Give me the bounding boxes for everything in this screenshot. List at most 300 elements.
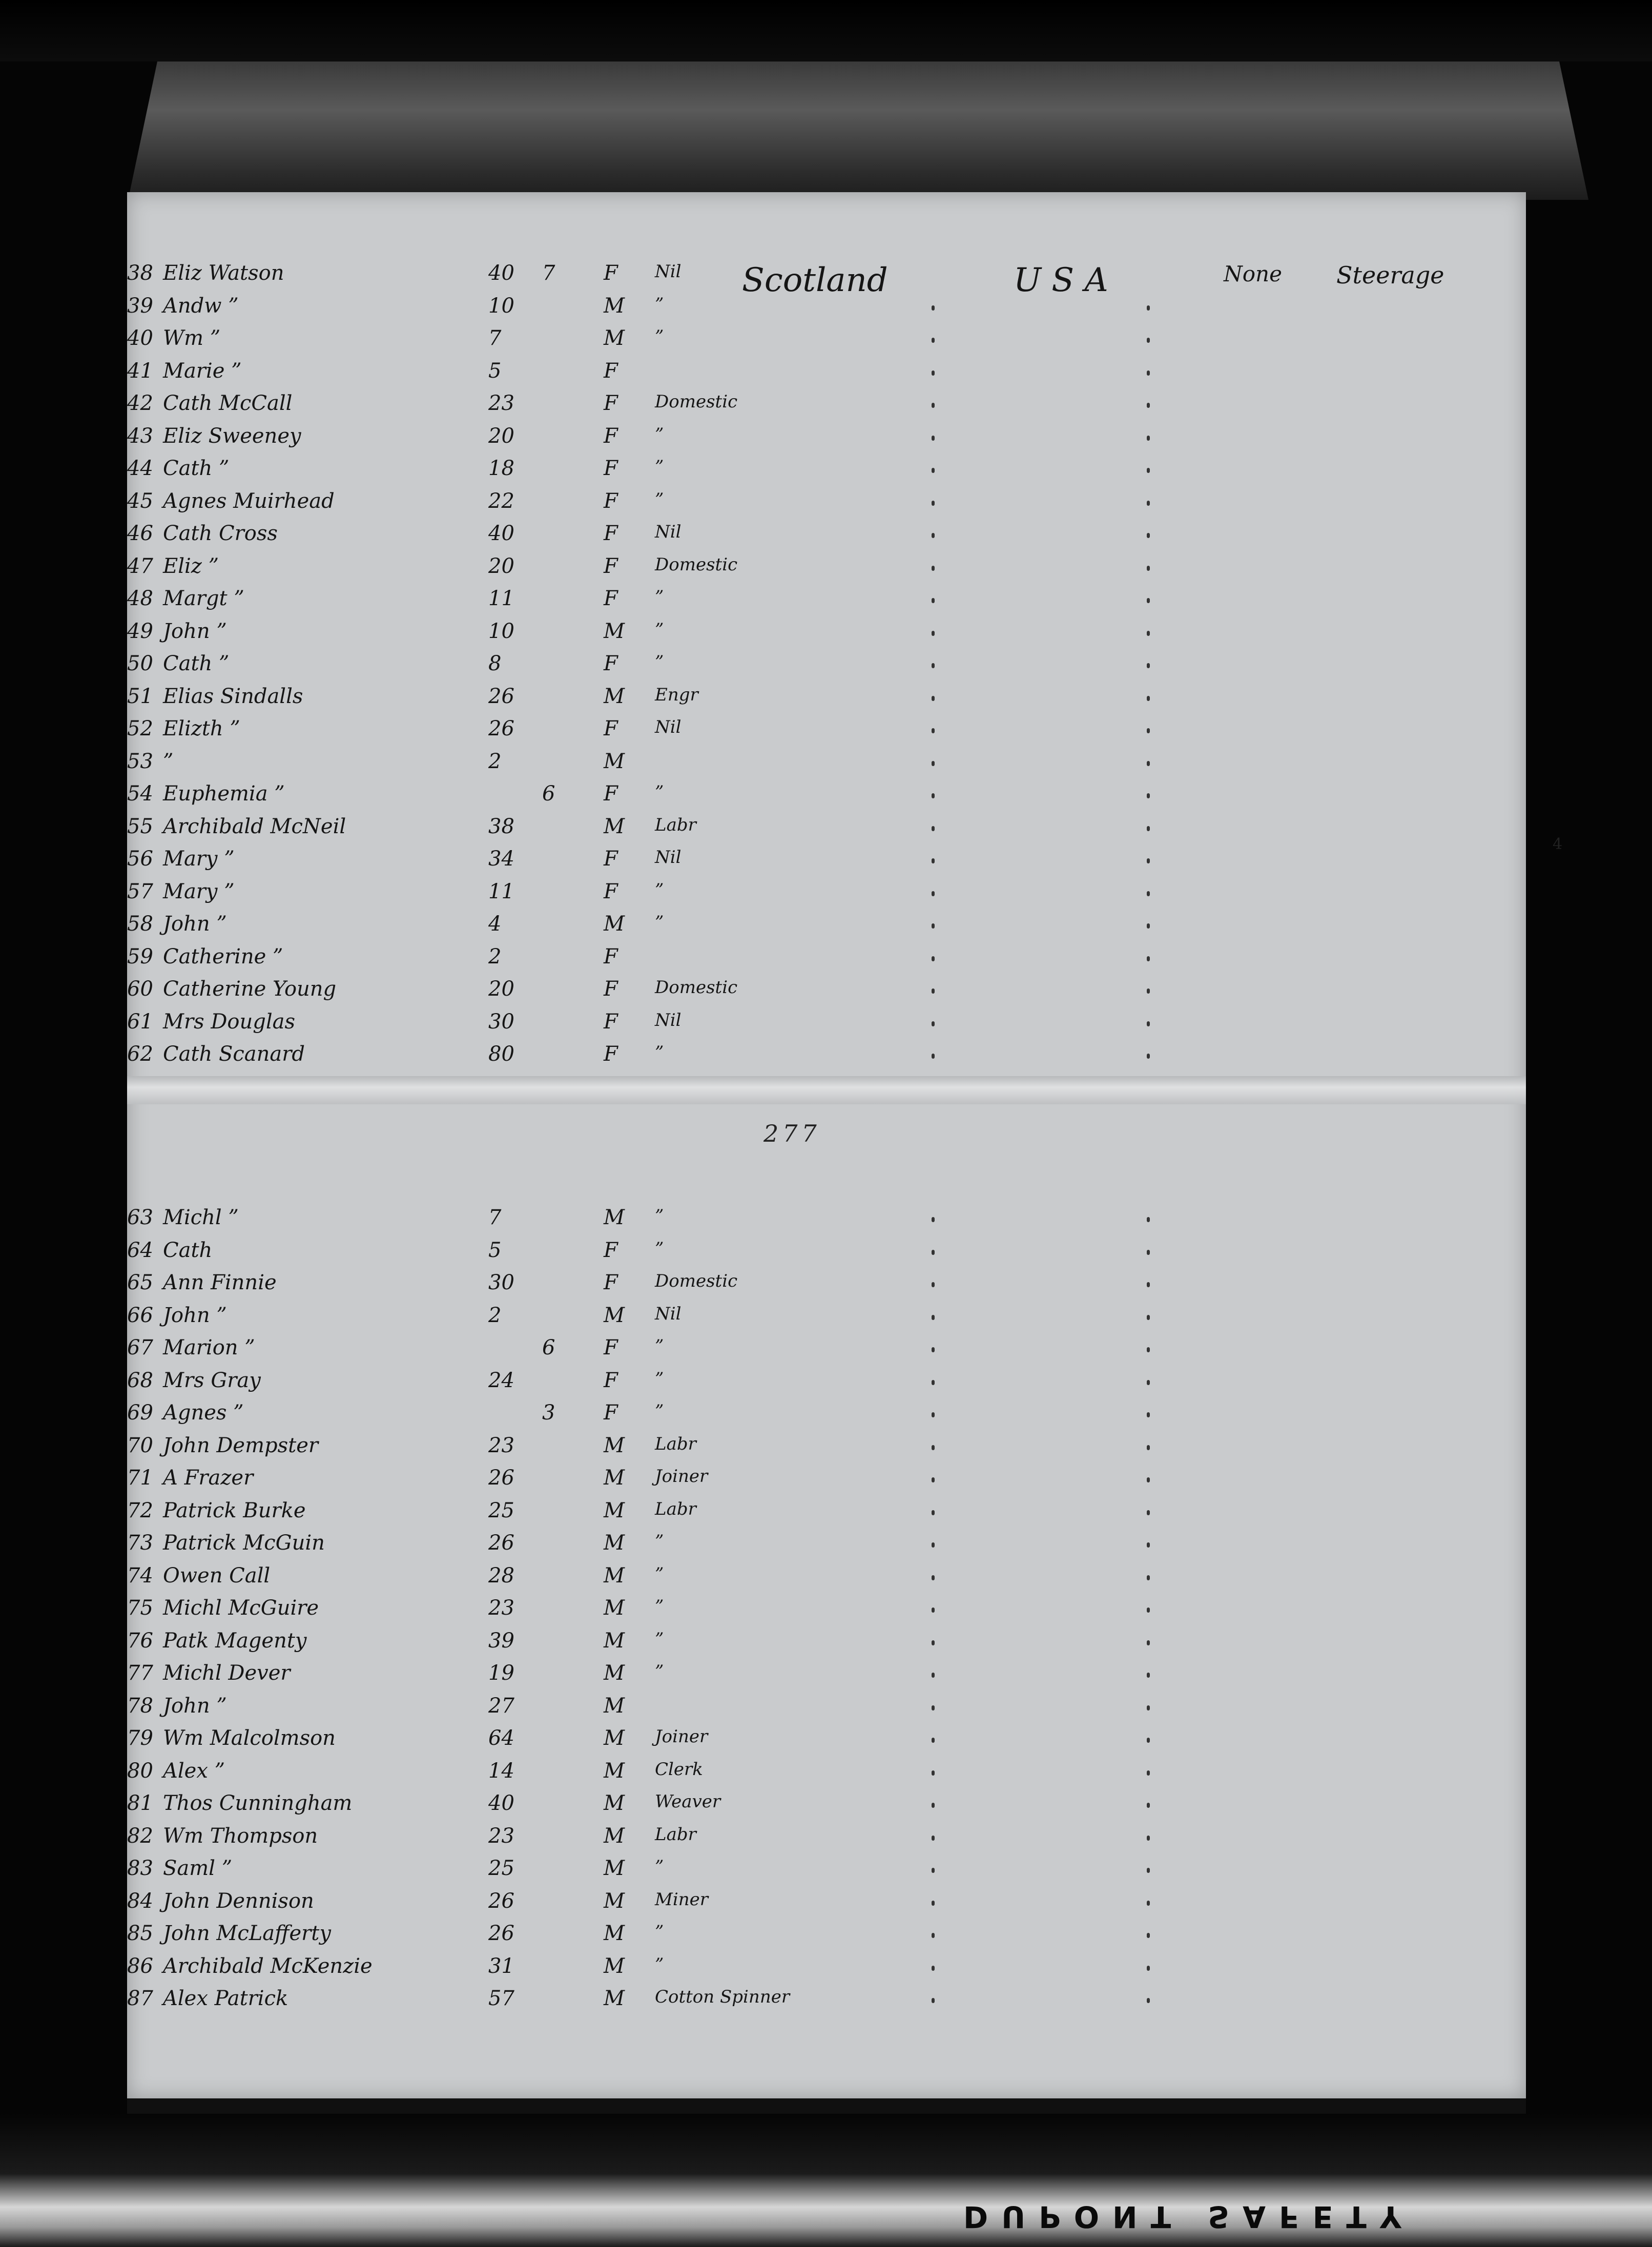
passenger-occupation: ” (655, 1401, 664, 1421)
ditto-mark (932, 1803, 935, 1808)
passenger-age: 40 (488, 261, 514, 285)
manifest-row (127, 587, 1526, 617)
passenger-number: 56 (127, 847, 153, 871)
manifest-sheet (127, 192, 1526, 2098)
ditto-mark (1147, 1640, 1150, 1645)
passenger-age: 34 (488, 847, 514, 871)
passenger-age: 26 (488, 1531, 514, 1555)
passenger-occupation: Weaver (655, 1791, 721, 1812)
passenger-sex: M (604, 1824, 625, 1848)
passenger-name: Elias Sindalls (163, 684, 303, 708)
passenger-age: 80 (488, 1042, 514, 1066)
passenger-number: 74 (127, 1563, 153, 1588)
ditto-mark (1147, 1054, 1150, 1059)
film-border-top (0, 0, 1652, 61)
manifest-row (127, 620, 1526, 650)
passenger-number: 72 (127, 1498, 153, 1522)
passenger-age: 22 (488, 489, 514, 513)
ditto-mark (1147, 1412, 1150, 1417)
manifest-row (127, 522, 1526, 552)
passenger-number: 75 (127, 1596, 153, 1620)
passenger-sex: F (604, 554, 618, 578)
ditto-mark (1147, 1933, 1150, 1938)
passenger-occupation: ” (655, 1336, 664, 1356)
manifest-row (127, 1206, 1526, 1236)
ditto-mark (1147, 1380, 1150, 1385)
ditto-mark (1147, 891, 1150, 896)
passenger-sex: F (604, 879, 618, 903)
passenger-number: 59 (127, 944, 153, 968)
manifest-row (127, 945, 1526, 976)
manifest-row (127, 1271, 1526, 1302)
ditto-mark (932, 1738, 935, 1743)
passenger-infant-age: 6 (542, 782, 555, 806)
passenger-occupation: ” (655, 424, 664, 445)
ditto-mark (1147, 1803, 1150, 1808)
passenger-name: Patk Magenty (163, 1628, 307, 1653)
passenger-occupation: ” (655, 1922, 664, 1942)
manifest-row (127, 1434, 1526, 1465)
passenger-number: 39 (127, 294, 153, 318)
manifest-row (127, 261, 1526, 299)
ditto-mark (932, 1868, 935, 1873)
manifest-row (127, 652, 1526, 683)
passenger-sex: M (604, 1889, 625, 1913)
ditto-mark (1147, 305, 1150, 311)
passenger-name: Mary ” (163, 847, 235, 871)
passenger-number: 68 (127, 1368, 153, 1392)
ditto-mark (1147, 631, 1150, 636)
ditto-mark (932, 793, 935, 798)
ditto-mark (932, 1021, 935, 1026)
passenger-sex: M (604, 1726, 625, 1750)
ditto-mark (1147, 761, 1150, 766)
ditto-mark (932, 403, 935, 408)
passenger-number: 62 (127, 1042, 153, 1066)
passenger-number: 38 (127, 261, 153, 285)
passenger-age: 23 (488, 1433, 514, 1457)
manifest-row (127, 1564, 1526, 1595)
passenger-name: Cath ” (163, 652, 230, 675)
passenger-age: 10 (488, 294, 514, 318)
margin-mark: 4 (1553, 835, 1563, 853)
passenger-number: 43 (127, 424, 153, 448)
passenger-occupation: ” (655, 1368, 664, 1389)
berths-entry: None (1224, 261, 1282, 286)
passenger-sex: M (604, 1661, 625, 1685)
passenger-occupation: ” (655, 1596, 664, 1617)
ditto-mark (932, 956, 935, 961)
sheet-fold-line (127, 1076, 1526, 1104)
passenger-age: 11 (488, 879, 514, 903)
ditto-mark (1147, 1836, 1150, 1841)
passenger-number: 69 (127, 1401, 153, 1425)
passenger-age: 5 (488, 359, 502, 383)
passenger-number: 81 (127, 1791, 153, 1815)
passenger-name: Michl ” (163, 1206, 239, 1229)
ditto-mark (932, 1412, 935, 1417)
passenger-age: 11 (488, 587, 514, 610)
ditto-mark (932, 1575, 935, 1580)
ditto-mark (1147, 663, 1150, 668)
passenger-occupation: ” (655, 619, 664, 640)
ditto-mark (1147, 1868, 1150, 1873)
manifest-row (127, 1694, 1526, 1725)
manifest-row (127, 1661, 1526, 1692)
ditto-mark (932, 1054, 935, 1059)
passenger-sex: M (604, 619, 625, 643)
passenger-sex: M (604, 294, 625, 318)
sheet-bottom-edge (127, 2098, 1526, 2114)
manifest-row (127, 1596, 1526, 1627)
passenger-number: 87 (127, 1987, 153, 2010)
manifest-row (127, 1401, 1526, 1432)
passenger-occupation: ” (655, 489, 664, 510)
ditto-mark (1147, 1315, 1150, 1320)
manifest-row (127, 977, 1526, 1008)
ditto-mark (932, 436, 935, 441)
passenger-name: Alex Patrick (163, 1987, 288, 2010)
passenger-name: John Dempster (163, 1433, 319, 1457)
passenger-age: 20 (488, 424, 514, 448)
page-stamp: 277 (763, 1120, 821, 1147)
passenger-age: 30 (488, 1009, 514, 1034)
passenger-occupation: Labr (655, 1824, 696, 1845)
passenger-age: 23 (488, 1824, 514, 1848)
passenger-name: Wm Malcolmson (163, 1726, 336, 1750)
ditto-mark (932, 1640, 935, 1645)
passenger-number: 63 (127, 1206, 153, 1229)
passenger-age: 18 (488, 457, 514, 480)
ditto-mark (1147, 793, 1150, 798)
paper-top-flap (128, 61, 1588, 200)
passenger-sex: M (604, 1596, 625, 1620)
manifest-row (127, 1239, 1526, 1269)
passenger-number: 41 (127, 359, 153, 383)
passenger-occupation: ” (655, 326, 664, 347)
ditto-mark (932, 1542, 935, 1548)
passenger-occupation: ” (655, 782, 664, 802)
passenger-age: 23 (488, 391, 514, 415)
passenger-occupation: ” (655, 1628, 664, 1650)
ditto-mark (1147, 1250, 1150, 1255)
passenger-sex: M (604, 1759, 625, 1783)
passenger-sex: M (604, 1628, 625, 1653)
passenger-name: Cath McCall (163, 391, 293, 415)
passenger-name: Cath Cross (163, 522, 278, 545)
passenger-name: John ” (163, 619, 227, 643)
passenger-age: 40 (488, 522, 514, 545)
ditto-mark (1147, 566, 1150, 571)
passenger-sex: M (604, 326, 625, 350)
ditto-mark (932, 338, 935, 343)
manifest-row (127, 457, 1526, 487)
manifest-row (127, 1987, 1526, 2017)
passenger-number: 44 (127, 457, 153, 480)
country-entry: Scotland (742, 261, 888, 299)
passenger-occupation: ” (655, 652, 664, 672)
passenger-name: Cath ” (163, 457, 230, 480)
passenger-name: Eliz Watson (163, 261, 284, 285)
manifest-row (127, 1369, 1526, 1399)
passenger-sex: M (604, 1531, 625, 1555)
passenger-sex: M (604, 1206, 625, 1229)
passenger-sex: F (604, 1336, 618, 1359)
passenger-name: Thos Cunningham (163, 1791, 353, 1815)
passenger-sex: F (604, 1401, 618, 1425)
passenger-name: John Dennison (163, 1889, 314, 1913)
manifest-row (127, 815, 1526, 846)
manifest-row (127, 685, 1526, 715)
ditto-mark (1147, 858, 1150, 863)
passenger-sex: M (604, 1498, 625, 1522)
passenger-sex: F (604, 717, 618, 740)
passenger-name: Catherine ” (163, 944, 283, 968)
passenger-age: 25 (488, 1857, 514, 1880)
passenger-age: 40 (488, 1791, 514, 1815)
manifest-row (127, 912, 1526, 943)
passenger-age: 24 (488, 1368, 514, 1392)
passenger-name: Eliz Sweeney (163, 424, 301, 448)
passenger-age: 14 (488, 1759, 514, 1783)
passenger-sex: M (604, 1466, 625, 1490)
passenger-number: 47 (127, 554, 153, 578)
ditto-mark (1147, 1738, 1150, 1743)
passenger-age: 26 (488, 1466, 514, 1490)
passenger-occupation: Joiner (655, 1466, 708, 1487)
ditto-mark (932, 501, 935, 506)
ditto-mark (1147, 1575, 1150, 1580)
manifest-row (127, 1824, 1526, 1855)
passenger-name: Cath Scanard (163, 1042, 305, 1066)
ditto-mark (1147, 468, 1150, 473)
passenger-occupation: Nil (655, 847, 682, 868)
passenger-age: 38 (488, 814, 514, 838)
manifest-row (127, 1922, 1526, 1952)
manifest-row (127, 847, 1526, 878)
manifest-row (127, 1042, 1526, 1073)
passenger-number: 46 (127, 522, 153, 545)
passenger-number: 57 (127, 879, 153, 903)
passenger-number: 76 (127, 1628, 153, 1653)
passenger-occupation: ” (655, 1954, 664, 1975)
manifest-row (127, 554, 1526, 585)
passenger-name: Michl Dever (163, 1661, 291, 1685)
passenger-age: 31 (488, 1954, 514, 1978)
ditto-mark (1147, 598, 1150, 603)
ditto-mark (1147, 1510, 1150, 1515)
ditto-mark (932, 1673, 935, 1678)
ditto-mark (932, 1836, 935, 1841)
manifest-row (127, 489, 1526, 520)
passenger-age: 64 (488, 1726, 514, 1750)
passenger-number: 53 (127, 749, 153, 773)
passenger-number: 50 (127, 652, 153, 675)
passenger-number: 73 (127, 1531, 153, 1555)
ditto-mark (1147, 403, 1150, 408)
passenger-sex: M (604, 1954, 625, 1978)
passenger-sex: F (604, 782, 618, 806)
passenger-sex: F (604, 652, 618, 675)
passenger-occupation: Miner (655, 1889, 708, 1910)
passenger-age: 26 (488, 1889, 514, 1913)
ditto-mark (932, 566, 935, 571)
manifest-row (127, 1759, 1526, 1790)
passenger-age: 7 (488, 1206, 502, 1229)
passenger-number: 70 (127, 1433, 153, 1457)
passenger-age: 20 (488, 554, 514, 578)
manifest-row (127, 1010, 1526, 1041)
passenger-sex: F (604, 977, 618, 1001)
ditto-mark (932, 1966, 935, 1971)
passenger-age: 20 (488, 977, 514, 1001)
passenger-sex: M (604, 684, 625, 708)
passenger-occupation: Nil (655, 1009, 682, 1030)
passenger-age: 19 (488, 1661, 514, 1685)
passenger-sex: M (604, 1303, 625, 1327)
ditto-mark (932, 923, 935, 929)
ditto-mark (1147, 1966, 1150, 1971)
ditto-mark (1147, 1217, 1150, 1222)
passenger-occupation: Labr (655, 1498, 696, 1519)
passenger-number: 80 (127, 1759, 153, 1783)
ditto-mark (1147, 1282, 1150, 1287)
manifest-row (127, 1857, 1526, 1887)
ditto-mark (932, 1933, 935, 1938)
passenger-sex: M (604, 1857, 625, 1880)
ditto-mark (1147, 1445, 1150, 1450)
passenger-sex: F (604, 1238, 618, 1262)
passenger-age: 4 (488, 912, 502, 936)
passenger-occupation: Domestic (655, 1271, 738, 1291)
passenger-sex: F (604, 359, 618, 383)
passenger-age: 28 (488, 1563, 514, 1588)
passenger-age: 39 (488, 1628, 514, 1653)
passenger-name: Michl McGuire (163, 1596, 319, 1620)
ditto-mark (1147, 728, 1150, 733)
passenger-number: 54 (127, 782, 153, 806)
passenger-number: 40 (127, 326, 153, 350)
passenger-occupation: ” (655, 587, 664, 607)
passenger-occupation: ” (655, 1857, 664, 1877)
passenger-number: 84 (127, 1889, 153, 1913)
passenger-number: 85 (127, 1922, 153, 1945)
passenger-name: John McLafferty (163, 1922, 331, 1945)
ditto-mark (932, 468, 935, 473)
passenger-age: 2 (488, 1303, 502, 1327)
ditto-mark (932, 533, 935, 538)
passenger-occupation: ” (655, 1206, 664, 1226)
passenger-sex: F (604, 1271, 618, 1294)
passenger-number: 51 (127, 684, 153, 708)
ditto-mark (932, 858, 935, 863)
manifest-row (127, 1336, 1526, 1367)
ditto-mark (932, 1901, 935, 1906)
manifest-row (127, 1466, 1526, 1497)
passenger-sex: F (604, 1042, 618, 1066)
ditto-mark (932, 891, 935, 896)
passenger-name: Wm Thompson (163, 1824, 318, 1848)
ditto-mark (1147, 826, 1150, 831)
passenger-sex: F (604, 261, 618, 285)
passenger-age: 57 (488, 1987, 514, 2010)
ditto-mark (932, 761, 935, 766)
passenger-number: 45 (127, 489, 153, 513)
passenger-occupation: ” (655, 879, 664, 900)
passenger-sex: M (604, 1694, 625, 1718)
passenger-number: 79 (127, 1726, 153, 1750)
manifest-row (127, 782, 1526, 813)
passenger-number: 49 (127, 619, 153, 643)
passenger-number: 65 (127, 1271, 153, 1294)
ditto-mark (932, 988, 935, 994)
passenger-age: 5 (488, 1238, 502, 1262)
manifest-row (127, 1304, 1526, 1334)
ditto-mark (932, 696, 935, 701)
passenger-occupation: ” (655, 912, 664, 933)
passenger-occupation: Nil (655, 522, 682, 542)
passenger-infant-age: 6 (542, 1336, 555, 1359)
passenger-occupation: Clerk (655, 1759, 703, 1780)
ditto-mark (932, 826, 935, 831)
passenger-name: Eliz ” (163, 554, 219, 578)
passenger-number: 61 (127, 1009, 153, 1034)
passenger-name: Agnes ” (163, 1401, 244, 1425)
passenger-name: Agnes Muirhead (163, 489, 335, 513)
passenger-number: 86 (127, 1954, 153, 1978)
class-entry: Steerage (1336, 261, 1444, 289)
passenger-sex: M (604, 814, 625, 838)
ditto-mark (932, 370, 935, 376)
ditto-mark (932, 1510, 935, 1515)
passenger-infant-age: 3 (542, 1401, 555, 1425)
passenger-number: 48 (127, 587, 153, 610)
ditto-mark (932, 305, 935, 311)
ditto-mark (932, 1217, 935, 1222)
passenger-name: Andw ” (163, 294, 239, 318)
passenger-occupation: ” (655, 294, 664, 315)
ditto-mark (1147, 956, 1150, 961)
manifest-row (127, 1726, 1526, 1757)
passenger-name: Owen Call (163, 1563, 271, 1588)
ditto-mark (932, 1282, 935, 1287)
ditto-mark (1147, 696, 1150, 701)
passenger-occupation: Domestic (655, 977, 738, 998)
passenger-number: 78 (127, 1694, 153, 1718)
ditto-mark (932, 1998, 935, 2003)
ditto-mark (1147, 1347, 1150, 1352)
passenger-name: John ” (163, 912, 227, 936)
passenger-sex: F (604, 1009, 618, 1034)
passenger-number: 66 (127, 1303, 153, 1327)
ditto-mark (932, 1347, 935, 1352)
passenger-name: John ” (163, 1694, 227, 1718)
ditto-mark (1147, 338, 1150, 343)
passenger-occupation: ” (655, 1042, 664, 1063)
ditto-mark (932, 631, 935, 636)
ditto-mark (932, 1770, 935, 1776)
ditto-mark (932, 1607, 935, 1613)
passenger-age: 25 (488, 1498, 514, 1522)
passenger-sex: M (604, 1791, 625, 1815)
ditto-mark (1147, 370, 1150, 376)
passenger-occupation: ” (655, 1238, 664, 1259)
ditto-mark (932, 1380, 935, 1385)
ditto-mark (1147, 1998, 1150, 2003)
passenger-age: 26 (488, 684, 514, 708)
passenger-name: Saml ” (163, 1857, 233, 1880)
ditto-mark (1147, 501, 1150, 506)
